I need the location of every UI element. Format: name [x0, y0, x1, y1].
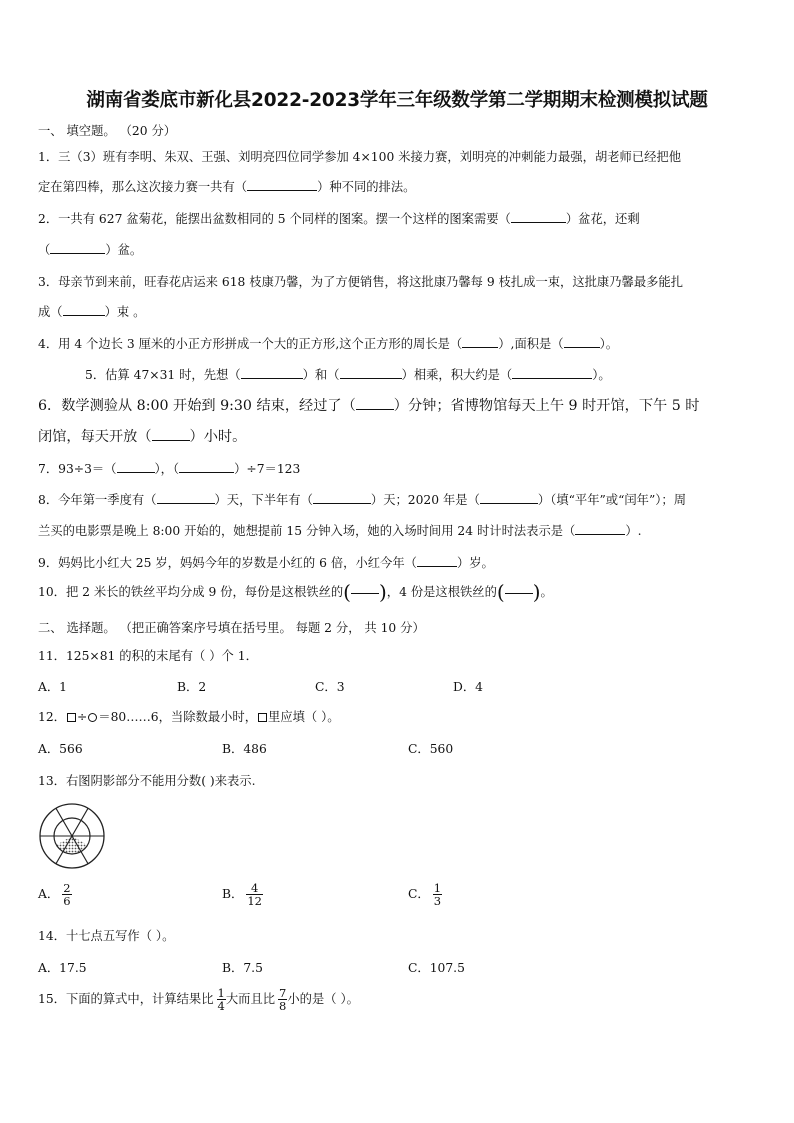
- question-5: [85, 365, 611, 383]
- q12-option-a[interactable]: A．566: [38, 742, 83, 756]
- denominator: 3: [433, 894, 442, 909]
- answer-blank[interactable]: [157, 492, 215, 504]
- answer-blank[interactable]: [179, 461, 234, 473]
- answer-blank[interactable]: [462, 336, 498, 348]
- square-symbol: [67, 713, 76, 722]
- q2-text-end: ）盆花，还剩: [565, 212, 640, 226]
- q6-text-4: ）小时。: [189, 429, 247, 445]
- q11-option-d[interactable]: D．4: [453, 680, 483, 694]
- denominator: 4: [217, 999, 225, 1014]
- q6-text-2: ）分钟；省博物馆每天上午 9 时开馆，下午 5 时: [393, 398, 700, 414]
- q3-text-end: ）束 。: [104, 305, 146, 319]
- shaded-sector: [56, 836, 72, 854]
- answer-blank[interactable]: [247, 179, 317, 191]
- numerator: 1: [217, 986, 225, 1000]
- q4-text-2: ）,面积是（: [498, 337, 564, 351]
- q8-text-6: ）.: [625, 524, 642, 538]
- q3-text: 成（: [38, 305, 63, 319]
- q4-text-3: ）。: [599, 337, 619, 351]
- shaded-circle-figure: [38, 802, 106, 870]
- question-14: 14．十七点五写作（ ）。: [38, 929, 175, 943]
- q12-divide: ÷: [76, 710, 88, 724]
- question-2-line-1: [38, 209, 640, 227]
- fraction: [433, 882, 442, 907]
- q15-text-3: 小的是（ ）。: [287, 992, 359, 1007]
- answer-blank[interactable]: [313, 492, 371, 504]
- q9-text-2: ）岁。: [456, 556, 494, 570]
- question-6-line-1: [38, 395, 699, 415]
- page-title: 湖南省娄底市新化县2022-2023学年三年级数学第二学期期末检测模拟试题: [86, 90, 708, 111]
- q5-text-3: ）相乘，积大约是（: [401, 368, 513, 382]
- answer-blank[interactable]: [152, 429, 190, 441]
- q1-text: 定在第四棒，那么这次接力赛一共有（: [38, 180, 248, 194]
- answer-blank[interactable]: [512, 367, 592, 379]
- q4-text: 4．用 4 个边长 3 厘米的小正方形拼成一个大的正方形,这个正方形的周长是（: [38, 337, 463, 351]
- q15-text-2: 大而且比: [225, 992, 276, 1007]
- fraction-blank[interactable]: ( ): [496, 580, 541, 604]
- question-8-line-1: [38, 490, 686, 508]
- q15-text: 15．下面的算式中，计算结果比: [38, 992, 214, 1007]
- q5-text: 5．估算 47×31 时，先想（: [85, 368, 241, 382]
- q2-text-2-end: ）盆。: [105, 243, 143, 257]
- shaded-sector: [72, 836, 88, 854]
- question-7: [38, 459, 300, 477]
- answer-blank[interactable]: [511, 211, 566, 223]
- q12-option-c[interactable]: C．560: [408, 742, 454, 756]
- q5-text-4: ）。: [592, 368, 611, 382]
- q8-text-3: ）天；2020 年是（: [370, 493, 480, 507]
- q12-option-b[interactable]: B．486: [222, 742, 267, 756]
- denominator: 6: [63, 894, 71, 909]
- q10-text-3: 。: [540, 585, 553, 599]
- answer-blank[interactable]: [564, 336, 600, 348]
- q7-text-3: ）÷7＝123: [234, 462, 301, 476]
- option-label: C．: [408, 887, 430, 902]
- q7-text: 7．93÷3＝（: [38, 462, 117, 476]
- q10-text: 10．把 2 米长的铁丝平均分成 9 份，每份是这根铁丝的: [38, 585, 344, 599]
- answer-blank[interactable]: [417, 555, 457, 567]
- question-1-line-2: [38, 177, 415, 195]
- square-symbol: [258, 713, 267, 722]
- option-label: B．: [222, 887, 244, 902]
- q8-text: 8．今年第一季度有（: [38, 493, 157, 507]
- question-8-line-2: [38, 521, 642, 539]
- answer-blank[interactable]: [480, 492, 538, 504]
- q14-option-c[interactable]: C．107.5: [408, 961, 465, 975]
- question-3-line-2: [38, 302, 145, 320]
- option-label: A．: [38, 887, 60, 902]
- question-1-line-1: 1．三（3）班有李明、朱双、王强、刘明亮四位同学参加 4×100 米接力赛，刘明亮的冲刺能力最强，胡老师已经把他: [38, 150, 682, 164]
- question-2-line-2: [38, 240, 142, 258]
- question-11: 11．125×81 的积的末尾有（ ）个 1．: [38, 649, 258, 663]
- q10-text-2: ，4 份是这根铁丝的: [386, 585, 497, 599]
- q14-option-b[interactable]: B．7.5: [222, 961, 263, 975]
- question-4: [38, 334, 618, 352]
- q11-option-a[interactable]: A．1: [38, 680, 68, 694]
- answer-blank[interactable]: [50, 242, 105, 254]
- question-13: 13．右图阴影部分不能用分数( )来表示.: [38, 774, 256, 788]
- q2-text-2: （: [38, 243, 51, 257]
- question-12: [38, 707, 340, 725]
- numerator: 7: [279, 986, 287, 1000]
- q11-option-c[interactable]: C．3: [315, 680, 345, 694]
- q8-text-2: ）天，下半年有（: [214, 493, 313, 507]
- fraction-blank[interactable]: ( ): [343, 580, 387, 604]
- answer-blank[interactable]: [241, 367, 303, 379]
- q11-option-b[interactable]: B．2: [177, 680, 207, 694]
- q1-text-end: ）种不同的排法。: [317, 180, 416, 194]
- q14-option-a[interactable]: A．17.5: [38, 961, 87, 975]
- q13-option-c[interactable]: [408, 882, 442, 907]
- q12-text-2: ＝80……6，当除数最小时，: [98, 710, 258, 724]
- fraction: [217, 987, 226, 1012]
- q12-text: 12．: [38, 710, 66, 724]
- numerator: 2: [63, 881, 71, 895]
- q6-text: 6．数学测验从 8:00 开始到 9:30 结束，经过了（: [38, 398, 356, 414]
- q7-text-2: ），（: [154, 462, 180, 476]
- question-3-line-1: 3．母亲节到来前，旺春花店运来 618 枝康乃馨，为了方便销售，将这批康乃馨每 9 枝扎成一束，这批康乃馨最多能扎: [38, 275, 684, 289]
- q9-text: 9．妈妈比小红大 25 岁，妈妈今年的岁数是小红的 6 倍，小红今年（: [38, 556, 417, 570]
- fraction: [246, 882, 263, 907]
- q8-text-5: 兰买的电影票是晚上 8:00 开始的，她想提前 15 分钟入场，她的入场时间用 24 时计时法表示是（: [38, 524, 576, 538]
- answer-blank[interactable]: [356, 398, 394, 410]
- q8-text-4: ）（填“平年”或“闰年”）；周: [537, 493, 687, 507]
- question-9: [38, 553, 494, 571]
- section-2-heading: 二、 选择题。 （把正确答案序号填在括号里。 每题 2 分， 共 10 分）: [38, 621, 425, 635]
- circle-symbol: [88, 713, 97, 722]
- answer-blank[interactable]: [575, 523, 625, 535]
- q12-text-3: 里应填（ ）。: [268, 710, 340, 724]
- numerator: 1: [433, 881, 442, 895]
- answer-blank[interactable]: [63, 304, 105, 316]
- denominator: 8: [279, 999, 287, 1014]
- question-10: [38, 582, 553, 603]
- q13-option-b[interactable]: [222, 882, 263, 907]
- q2-text: 2．一共有 627 盆菊花，能摆出盆数相同的 5 个同样的图案。摆一个这样的图案需要（: [38, 212, 511, 226]
- fraction: [278, 987, 287, 1012]
- section-1-heading: 一、 填空题。 （20 分）: [38, 124, 177, 138]
- denominator: 12: [247, 894, 262, 909]
- answer-blank[interactable]: [117, 461, 155, 473]
- answer-blank[interactable]: [340, 367, 402, 379]
- numerator: 4: [246, 882, 263, 895]
- q13-option-a[interactable]: [38, 882, 72, 907]
- question-6-line-2: [38, 426, 246, 446]
- fraction: [62, 882, 71, 907]
- q5-text-2: ）和（: [302, 368, 340, 382]
- question-15: [38, 987, 359, 1012]
- q6-text-3: 闭馆，每天开放（: [38, 429, 152, 445]
